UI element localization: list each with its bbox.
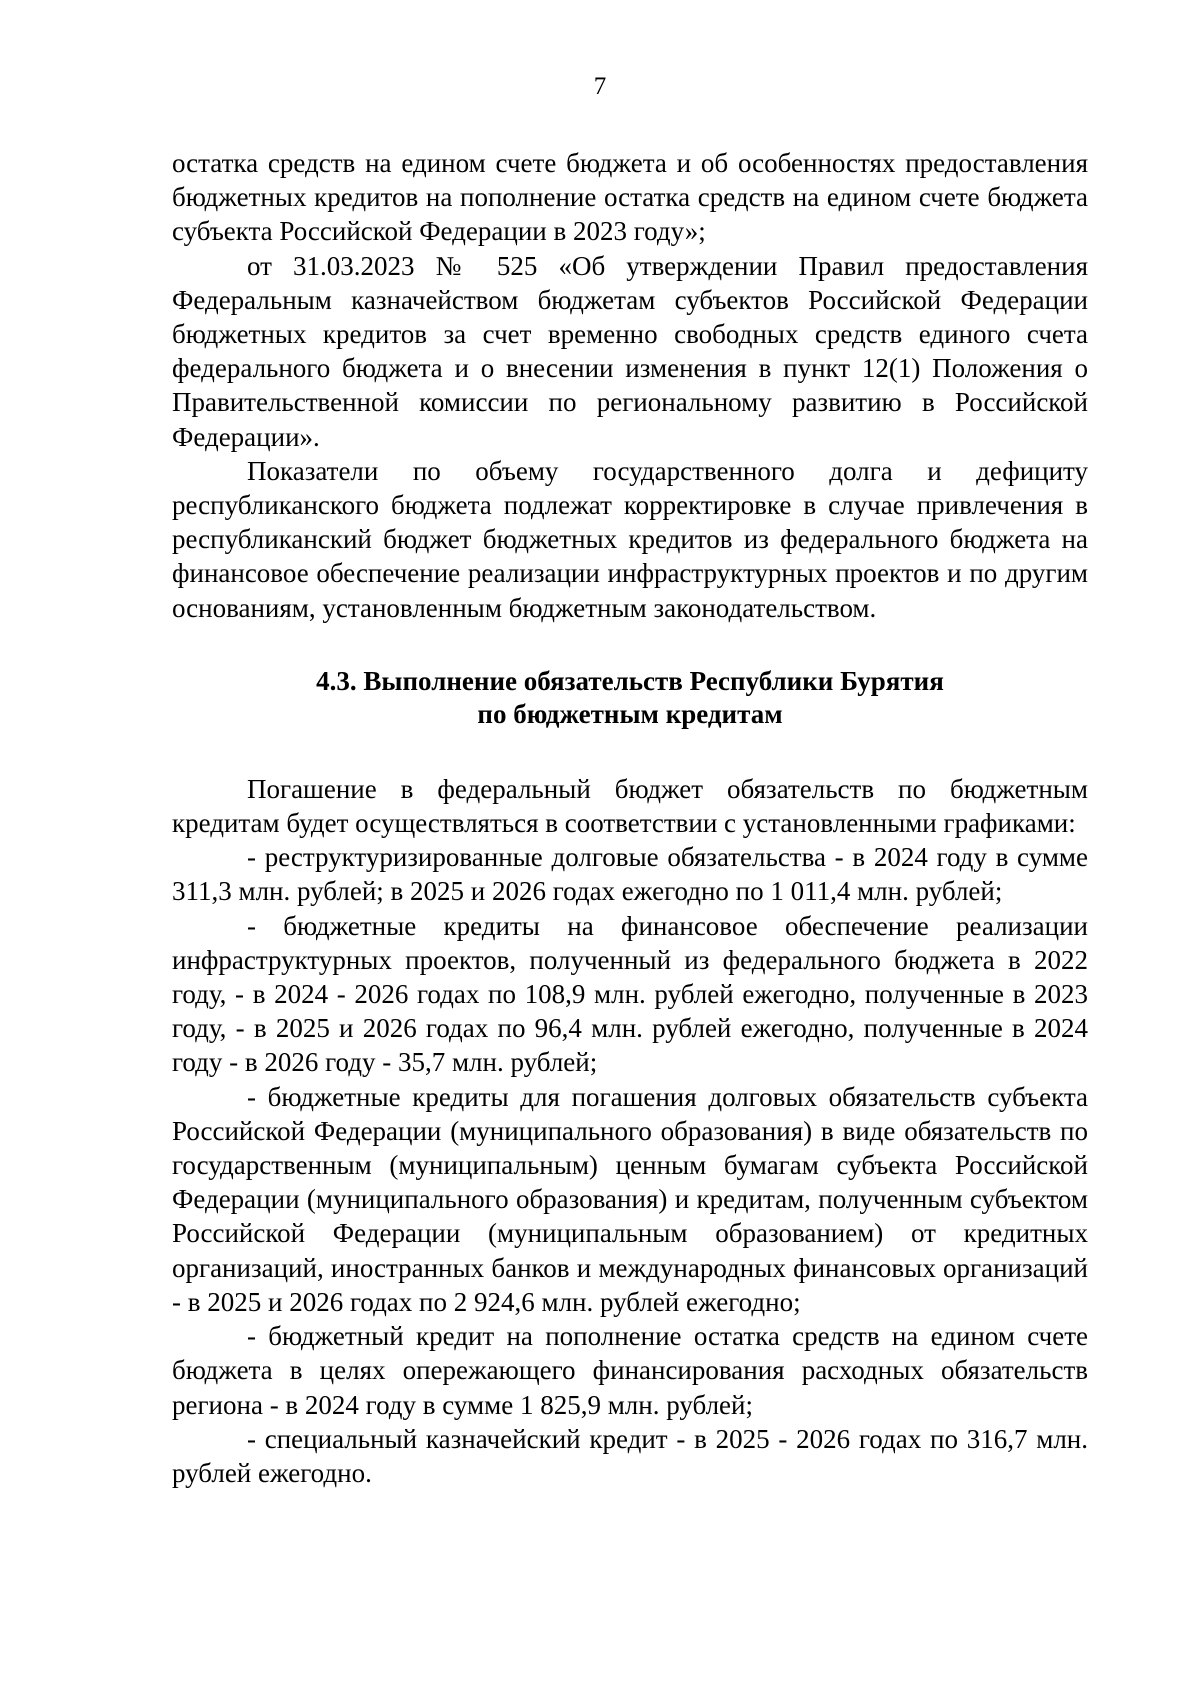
section-heading-line-2: по бюджетным кредитам — [477, 698, 783, 729]
list-item-restructured-debt: - реструктуризированные долговые обязательства - в 2024 году в сумме 311,3 млн. рублей; в 2025 и 2026 годах ежегодно по 1 011,4 млн. рублей; — [172, 842, 1088, 907]
list-item-single-account-credit: - бюджетный кредит на пополнение остатка средств на едином счете бюджета в целях опережающего финансирования расходных обязательств региона - в 2024 году в сумме 1 825,9 млн. рублей; — [172, 1321, 1088, 1420]
page-number: 7 — [593, 73, 607, 100]
list-item-debt-repayment-credits: - бюджетные кредиты для погашения долговых обязательств субъекта Российской Федерации (муниципального образования) в виде обязательств по государственным (муниципальным) ценным бумагам субъекта Российской Федерации (муниципального образования) и кредитам, полученным субъектом Российской Федерации (муниципальным образованием) от кредитных организаций, иностранных банков и международных финансовых организаций - в 2025 и 2026 годах по 2 924,6 млн. рублей ежегодно; — [172, 1081, 1088, 1317]
list-item-treasury-credit: - специальный казначейский кредит - в 2025 - 2026 годах по 316,7 млн. рублей ежегодно. — [172, 1423, 1088, 1488]
paragraph-continuation: остатка средств на едином счете бюджета и об особенностях предоставления бюджетных кредитов на пополнение остатка средств на едином счете бюджета субъекта Российской Федерации в 2023 году»; — [172, 148, 1088, 247]
document-body — [172, 146, 1088, 1490]
section-heading-line-1: 4.3. Выполнение обязательств Республики Бурятия — [316, 665, 944, 696]
section-heading — [172, 665, 1088, 731]
paragraph-repayment-intro: Погашение в федеральный бюджет обязательств по бюджетным кредитам будет осуществляться в соответствии с установленными графиками: — [172, 773, 1088, 839]
paragraph-decree-525: от 31.03.2023 № 525 «Об утверждении Правил предоставления Федеральным казначейством бюджетам субъектов Российской Федерации бюджетных кредитов за счет временно свободных средств единого счета федерального бюджета и о внесении изменения в пункт 12(1) Положения о Правительственной комиссии по региональному развитию в Российской Федерации». — [172, 250, 1088, 452]
paragraph-debt-indicators: Показатели по объему государственного долга и дефициту республиканского бюджета подлежат корректировке в случае привлечения в республиканский бюджет бюджетных кредитов из федерального бюджета на финансовое обеспечение реализации инфраструктурных проектов и по другим основаниям, установленным бюджетным законодательством. — [172, 455, 1088, 623]
list-item-infrastructure-credits: - бюджетные кредиты на финансовое обеспечение реализации инфраструктурных проектов, полученный из федерального бюджета в 2022 году, - в 2024 - 2026 годах по 108,9 млн. рублей ежегодно, полученные в 2023 году, - в 2025 и 2026 годах по 96,4 млн. рублей ежегодно, полученные в 2024 году - в 2026 году - 35,7 млн. рублей; — [172, 910, 1088, 1078]
